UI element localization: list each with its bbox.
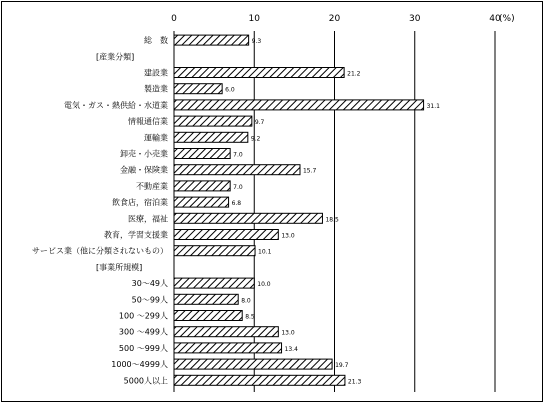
value-label: 15.7 — [302, 167, 317, 175]
value-label: 9.7 — [254, 119, 265, 127]
bar — [174, 230, 278, 240]
value-label: 9.2 — [250, 135, 261, 143]
bar — [174, 116, 252, 126]
value-label: 13.0 — [281, 232, 295, 240]
value-label: 7.0 — [233, 183, 243, 191]
bar — [174, 278, 254, 288]
bar — [174, 100, 424, 110]
value-label: 18.5 — [325, 216, 339, 224]
bar — [174, 181, 230, 191]
category-label: 医療，福祉 — [128, 214, 168, 224]
category-label: 情報通信業 — [128, 117, 168, 127]
value-label: 13.4 — [284, 345, 298, 353]
value-label: 10.0 — [257, 281, 271, 289]
bar — [174, 149, 230, 159]
category-label: 製造業 — [144, 84, 168, 94]
x-axis-tick-labels — [171, 14, 501, 24]
value-label: 7.0 — [233, 151, 243, 159]
value-label: 9.3 — [251, 38, 262, 46]
x-tick-label: 0 — [171, 14, 177, 24]
bar — [174, 343, 282, 353]
category-label: 100 ～299人 — [118, 311, 168, 321]
bar — [174, 197, 229, 207]
bar — [174, 359, 332, 369]
x-tick-label: 30 — [409, 14, 421, 24]
category-label: 不動産業 — [136, 181, 168, 191]
category-label: サービス業（他に分類されないもの） — [32, 246, 168, 256]
bar — [174, 294, 238, 304]
category-label: 500 ～999人 — [118, 343, 168, 353]
bar — [174, 84, 222, 94]
category-group-header: [産業分類] — [96, 52, 135, 62]
bars — [174, 35, 424, 385]
value-label: 13.0 — [281, 329, 295, 337]
category-label: 電気・ガス・熱供給・水道業 — [64, 100, 168, 110]
value-label: 6.8 — [231, 200, 242, 208]
category-label: 教育，学習支援業 — [104, 230, 168, 240]
value-label: 10.1 — [258, 248, 272, 256]
x-tick-label: 20 — [328, 14, 341, 24]
bar — [174, 375, 345, 385]
category-label: 1000～4999人 — [111, 360, 168, 370]
category-label: 50～99人 — [131, 295, 168, 305]
bar — [174, 132, 248, 142]
category-label: 運輸業 — [144, 133, 168, 143]
category-group-header: [事業所規模] — [96, 262, 143, 272]
category-labels — [32, 35, 168, 385]
bar — [174, 165, 300, 175]
value-label: 8.5 — [245, 313, 255, 321]
bar — [174, 246, 255, 256]
value-label: 21.2 — [347, 70, 361, 78]
category-label: 卸売・小売業 — [120, 149, 168, 159]
value-label: 31.1 — [426, 102, 440, 110]
bar — [174, 311, 242, 321]
unit-label: (%) — [499, 14, 515, 24]
category-label: 5000人以上 — [123, 376, 168, 386]
bar — [174, 68, 344, 78]
bar — [174, 213, 322, 223]
category-label: 30～49人 — [131, 279, 168, 289]
x-tick-label: 10 — [248, 14, 260, 24]
value-label: 21.3 — [347, 378, 362, 386]
x-tick-label: 40 — [489, 14, 501, 24]
value-label: 6.0 — [225, 86, 235, 94]
bar — [174, 327, 278, 337]
category-label: 300 ～499人 — [118, 327, 168, 337]
category-label: 飲食店，宿泊業 — [112, 198, 168, 208]
value-label: 8.0 — [241, 297, 251, 305]
category-label: 建設業 — [144, 68, 168, 78]
category-label: 総 数 — [144, 36, 168, 46]
bar — [174, 35, 249, 45]
value-label: 19.7 — [335, 362, 349, 370]
category-label: 金融・保険業 — [120, 165, 168, 175]
